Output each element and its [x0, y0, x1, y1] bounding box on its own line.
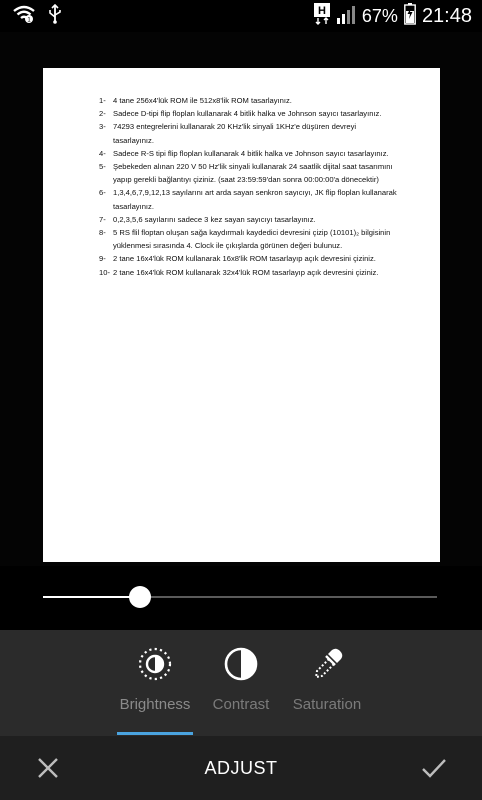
- screen-title: ADJUST: [204, 758, 278, 778]
- mobile-data-icon: [314, 3, 330, 30]
- question-number: 9-: [99, 254, 106, 264]
- question-number: 7-: [99, 214, 106, 224]
- status-bar: [0, 0, 482, 32]
- document-page: [43, 68, 440, 562]
- question-item: [99, 107, 399, 120]
- battery-charging-icon: [404, 3, 416, 30]
- active-tool-indicator: [117, 732, 193, 735]
- question-number: 8-: [99, 228, 106, 238]
- question-item: [99, 213, 399, 226]
- question-item: [99, 186, 399, 212]
- question-text: 5 RS flil floptan oluşan sağa kaydırmalı kaydedici devresini çizip (10101)₂ bilgisinin yüklenmesi sırasında 4. Clock ile çıkışlarda görünen değeri bulunuz.: [113, 228, 391, 251]
- question-text: 4 tane 256x4'lük ROM ile 512x8'lik ROM tasarlayınız.: [113, 96, 292, 105]
- question-number: 10-: [99, 267, 110, 277]
- question-number: 5-: [99, 162, 106, 172]
- adjust-tools-bar: [0, 630, 482, 736]
- svg-text:1: 1: [27, 17, 31, 23]
- question-number: 4-: [99, 148, 106, 158]
- question-number: 6-: [99, 188, 106, 198]
- question-number: 1-: [99, 96, 106, 105]
- question-text: 0,2,3,5,6 sayılarını sadece 3 kez sayan sayıcıyı tasarlayınız.: [113, 214, 316, 224]
- tool-contrast-label: Contrast: [212, 696, 270, 713]
- question-item: [99, 120, 399, 146]
- check-icon: [420, 754, 448, 782]
- question-item: [99, 147, 399, 160]
- question-item: [99, 266, 399, 279]
- adjust-slider-area: [0, 566, 482, 630]
- tool-saturation-label: Saturation: [292, 696, 362, 713]
- slider-thumb[interactable]: [129, 586, 151, 608]
- question-item: [99, 226, 399, 252]
- tool-brightness-label: Brightness: [119, 696, 191, 713]
- question-text: 2 tane 16x4'lük ROM kullanarak 32x4'lük ROM tasarlayıp açık devresini çiziniz.: [113, 267, 379, 277]
- usb-icon: [48, 4, 62, 29]
- slider-fill: [43, 596, 140, 598]
- question-item: [99, 94, 399, 107]
- question-number: 2-: [99, 109, 106, 119]
- bottom-bar: [0, 736, 482, 800]
- question-number: 3-: [99, 122, 106, 132]
- signal-icon: [336, 4, 356, 29]
- brightness-icon: [105, 646, 205, 682]
- question-item: [99, 160, 399, 186]
- eyedropper-icon: [277, 646, 377, 682]
- tool-saturation[interactable]: [277, 646, 377, 713]
- contrast-icon: [191, 646, 291, 682]
- wifi-icon: [12, 4, 36, 29]
- question-text: Sadece R-S tipi flip floplan kullanarak 4 bitlik halka ve Johnson sayıcı tasarlayınız.: [113, 148, 389, 158]
- question-list: [99, 94, 399, 279]
- tool-brightness[interactable]: [105, 646, 205, 713]
- question-item: [99, 252, 399, 265]
- tool-contrast[interactable]: [191, 646, 291, 713]
- clock: 21:48: [421, 4, 472, 27]
- question-text: 74293 entegrelerini kullanarak 20 KHz'lik sinyali 1KHz'e düşüren devreyi tasarlayınız.: [113, 122, 357, 145]
- battery-percent: 67%: [361, 5, 398, 26]
- question-text: 2 tane 16x4'lük ROM kullanarak 16x8'lik ROM tasarlayıp açık devresini çiziniz.: [113, 254, 376, 264]
- question-text: Şebekeden alınan 220 V 50 Hz'lik sinyali kullanarak 24 saatlik dijital saat tasarımını yapıp gerekli bağlantıyı çiziniz. (saat 23:59:59'dan sonra 00:00:00'a dönecektir): [113, 162, 393, 185]
- adjust-slider[interactable]: [43, 596, 437, 598]
- question-text: Sadece D-tipi flip floplan kullanarak 4 bitlik halka ve Johnson sayıcı tasarlayınız.: [113, 109, 382, 119]
- question-text: 1,3,4,6,7,9,12,13 sayılarını art arda sayan senkron sayıcıyı, JK flip floplan kullanarak tasarlayınız.: [113, 188, 397, 211]
- apply-button[interactable]: [420, 754, 448, 782]
- svg-text:H: H: [317, 4, 326, 17]
